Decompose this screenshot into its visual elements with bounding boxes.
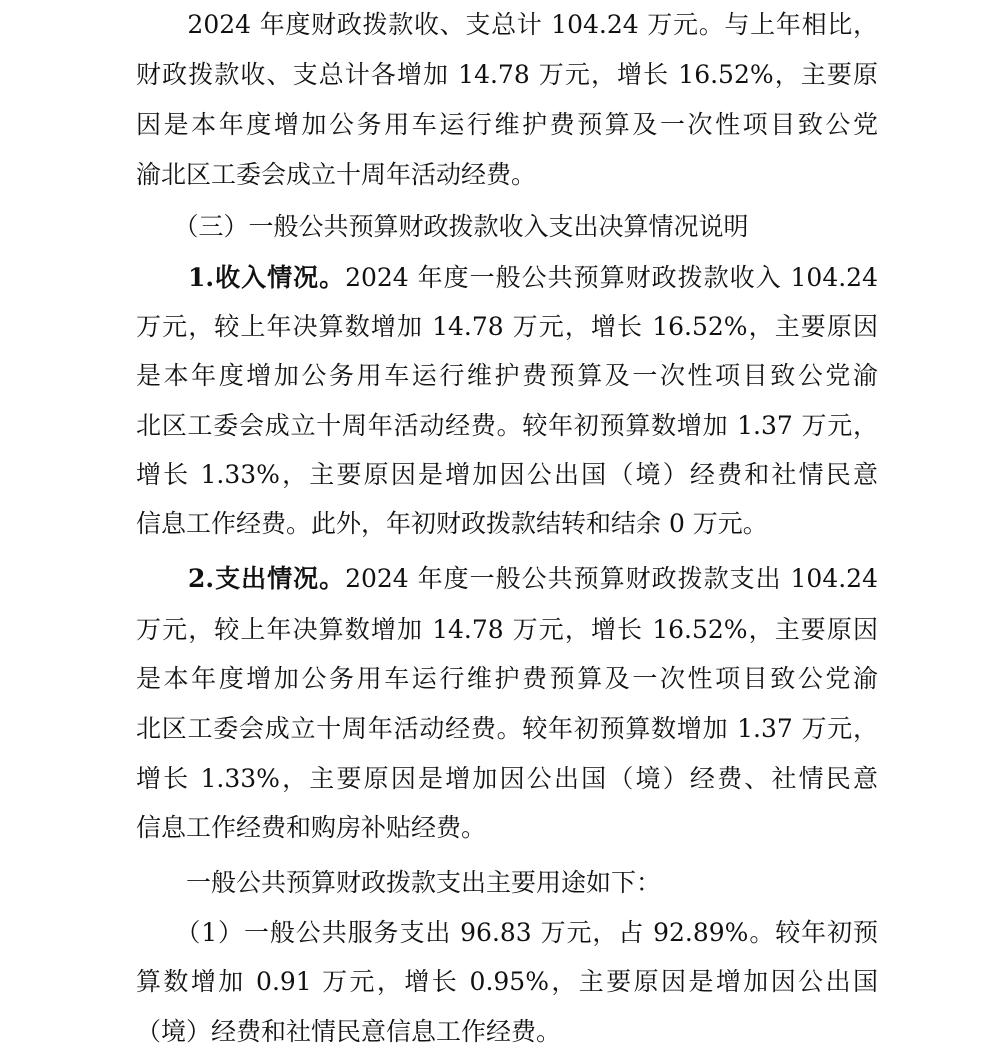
expenditure-paragraph-line-1 [136, 559, 878, 599]
expenditure-paragraph-line-5: 增长 1.33%，主要原因是增加因公出国（境）经费、社情民意 [136, 764, 878, 793]
expenditure-lead-text: 2024 年度一般公共预算财政拨款支出 104.24 [345, 564, 878, 593]
income-paragraph-line-3: 是本年度增加公务用车运行维护费预算及一次性项目致公党渝 [136, 361, 878, 390]
income-paragraph-line-5: 增长 1.33%，主要原因是增加因公出国（境）经费和社情民意 [136, 460, 878, 489]
paragraph-1-line-1: 2024 年度财政拨款收、支总计 104.24 万元。与上年相比， [136, 10, 878, 39]
income-lead-text: 2024 年度一般公共预算财政拨款收入 104.24 [345, 263, 878, 292]
expenditure-paragraph-line-2: 万元，较上年决算数增加 14.78 万元，增长 16.52%，主要原因 [136, 615, 878, 644]
general-services-line-2: 算数增加 0.91 万元，增长 0.95%，主要原因是增加因公出国 [136, 967, 878, 996]
usage-intro: 一般公共预算财政拨款支出主要用途如下： [136, 868, 662, 897]
general-services-line-3: （境）经费和社情民意信息工作经费。 [136, 1017, 562, 1046]
income-subheading: 1.收入情况。 [188, 263, 346, 292]
income-paragraph-line-4: 北区工委会成立十周年活动经费。较年初预算数增加 1.37 万元， [136, 411, 878, 440]
expenditure-paragraph-line-3: 是本年度增加公务用车运行维护费预算及一次性项目致公党渝 [136, 664, 878, 693]
expenditure-subheading: 2.支出情况。 [188, 564, 346, 593]
expenditure-paragraph-line-6: 信息工作经费和购房补贴经费。 [136, 813, 487, 842]
general-services-line-1: （1）一般公共服务支出 96.83 万元，占 92.89%。较年初预 [136, 918, 878, 947]
expenditure-paragraph-line-4: 北区工委会成立十周年活动经费。较年初预算数增加 1.37 万元， [136, 714, 878, 743]
income-paragraph-line-2: 万元，较上年决算数增加 14.78 万元，增长 16.52%，主要原因 [136, 312, 878, 341]
paragraph-1-line-4: 渝北区工委会成立十周年活动经费。 [136, 160, 537, 189]
paragraph-1-line-3: 因是本年度增加公务用车运行维护费预算及一次性项目致公党 [136, 110, 878, 139]
income-paragraph-line-1 [136, 258, 878, 298]
section-heading: （三）一般公共预算财政拨款收入支出决算情况说明 [136, 212, 749, 241]
paragraph-1-line-2: 财政拨款收、支总计各增加 14.78 万元，增长 16.52%，主要原 [136, 60, 878, 89]
income-paragraph-line-6: 信息工作经费。此外，年初财政拨款结转和结余 0 万元。 [136, 509, 768, 538]
